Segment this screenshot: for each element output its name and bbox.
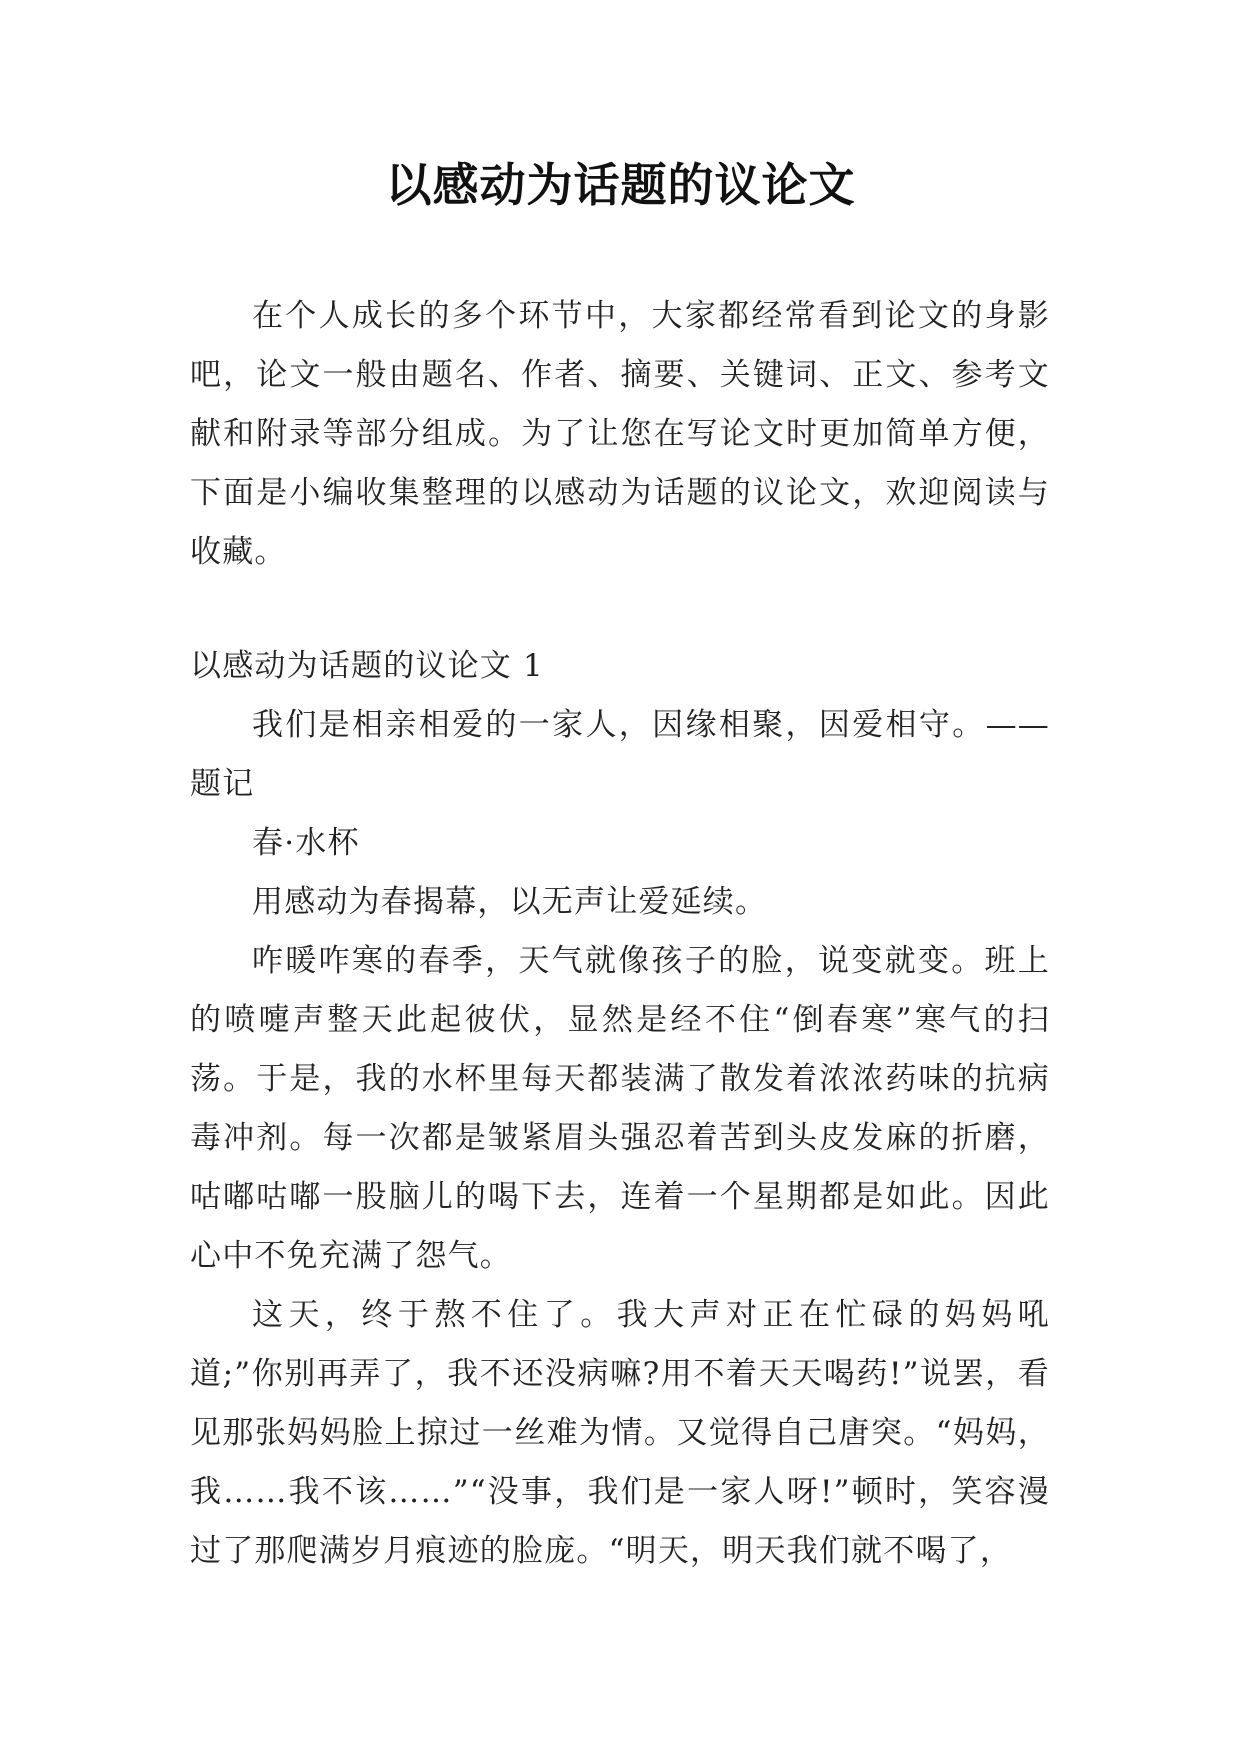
paragraph-subheading: 春·水杯: [252, 825, 360, 861]
section-heading: 以感动为话题的议论文 1: [190, 648, 544, 684]
essay-section: [190, 637, 1050, 1581]
document-title: 以感动为话题的议论文: [385, 158, 856, 212]
intro-block: [190, 287, 1050, 582]
paragraph-body: 这天，终于熬不住了。我大声对正在忙碌的妈妈吼道;”你别再弄了，我不还没病嘛?用不着天天喝药!”说罢，看见那张妈妈脸上掠过一丝难为情。又觉得自己唐突。“妈妈，我……我不该……”“没事，我们是一家人呀!”顿时，笑容漫过了那爬满岁月痕迹的脸庞。“明天，明天我们就不喝了，: [190, 1297, 1050, 1569]
paragraph-epigraph: 我们是相亲相爱的一家人，因缘相聚，因爱相守。——题记: [190, 707, 1050, 802]
paragraph-body: 咋暖咋寒的春季，天气就像孩子的脸，说变就变。班上的喷嚏声整天此起彼伏，显然是经不住“倒春寒”寒气的扫荡。于是，我的水杯里每天都装满了散发着浓浓药味的抗病毒冲剂。每一次都是皱紧眉头强忍着苦到头皮发麻的折磨，咕嘟咕嘟一股脑儿的喝下去，连着一个星期都是如此。因此心中不免充满了怨气。: [190, 943, 1050, 1274]
paragraph-lead: 用感动为春揭幕，以无声让爱延续。: [252, 884, 768, 920]
intro-paragraph: 在个人成长的多个环节中，大家都经常看到论文的身影吧，论文一般由题名、作者、摘要、关键词、正文、参考文献和附录等部分组成。为了让您在写论文时更加简单方便，下面是小编收集整理的以感动为话题的议论文，欢迎阅读与收藏。: [190, 298, 1050, 570]
